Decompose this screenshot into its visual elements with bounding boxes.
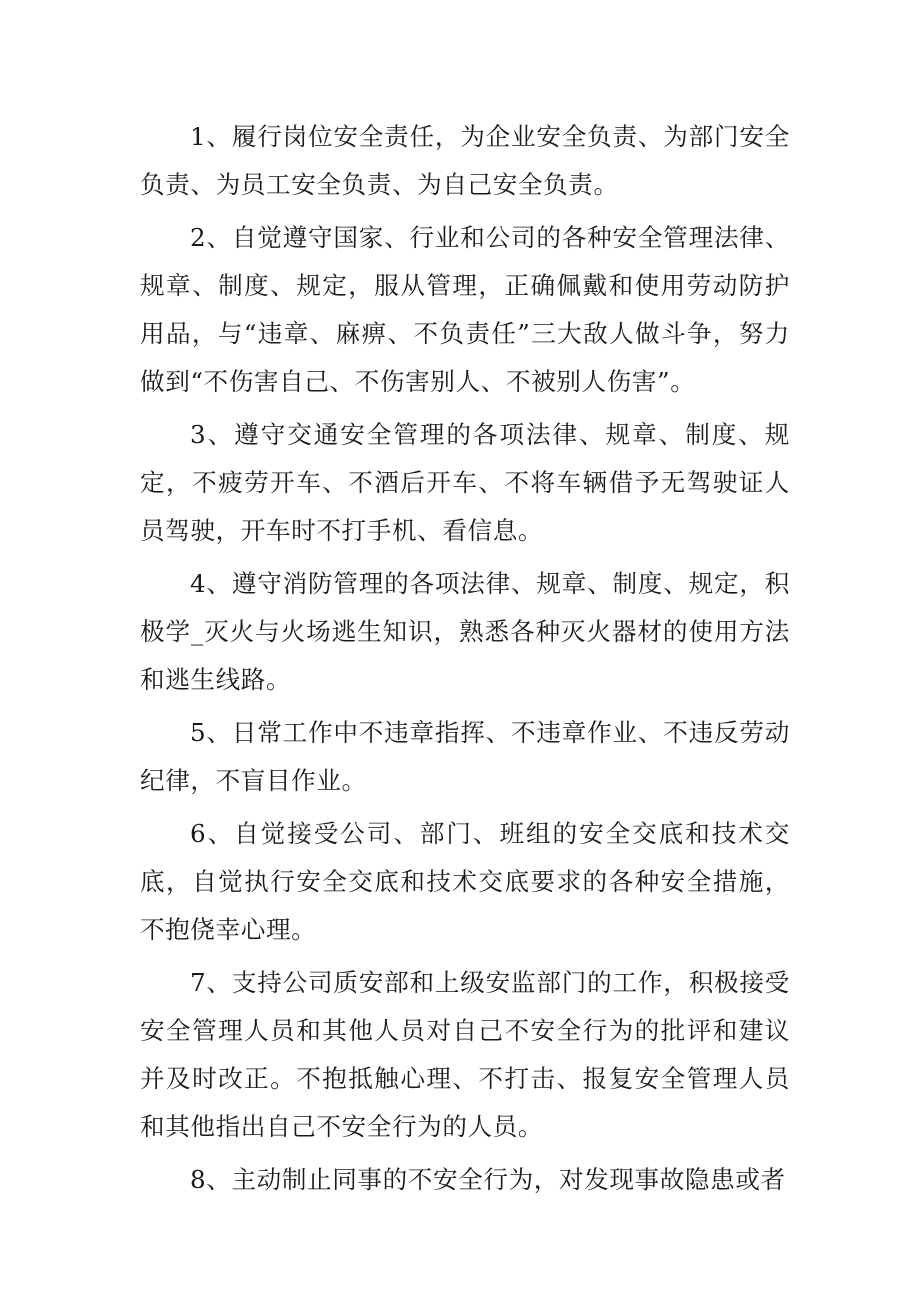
- paragraph-4: 4、遵守消防管理的各项法律、规章、制度、规定，积极学_灭火与火场逃生知识，熟悉各种灭火器材的使用方法和逃生线路。: [140, 569, 790, 694]
- paragraph-8: 8、主动制止同事的不安全行为，对发现事故隐患或者: [190, 1165, 786, 1194]
- paragraph-1: 1、履行岗位安全责任，为企业安全负责、为部门安全负责、为员工安全负责、为自己安全负责。: [140, 122, 790, 199]
- paragraph-5: 5、日常工作中不违章指挥、不违章作业、不违反劳动纪律，不盲目作业。: [140, 718, 790, 795]
- paragraph-3: 3、遵守交通安全管理的各项法律、规章、制度、规定，不疲劳开车、不酒后开车、不将车辆借予无驾驶证人员驾驶，开车时不打手机、看信息。: [140, 420, 790, 545]
- document-body: [140, 113, 790, 1209]
- paragraph-6: 6、自觉接受公司、部门、班组的安全交底和技术交底，自觉执行安全交底和技术交底要求的各种安全措施，不抱侥幸心理。: [140, 819, 790, 944]
- paragraph-2: 2、自觉遵守国家、行业和公司的各种安全管理法律、规章、制度、规定，服从管理，正确佩戴和使用劳动防护用品，与“违章、麻痹、不负责任”三大敌人做斗争，努力做到“不伤害自己、不伤害别人、不被别人伤害”。: [140, 223, 790, 396]
- paragraph-7: 7、支持公司质安部和上级安监部门的工作，积极接受安全管理人员和其他人员对自己不安全行为的批评和建议并及时改正。不抱抵触心理、不打击、报复安全管理人员和其他指出自己不安全行为的人员。: [140, 968, 790, 1141]
